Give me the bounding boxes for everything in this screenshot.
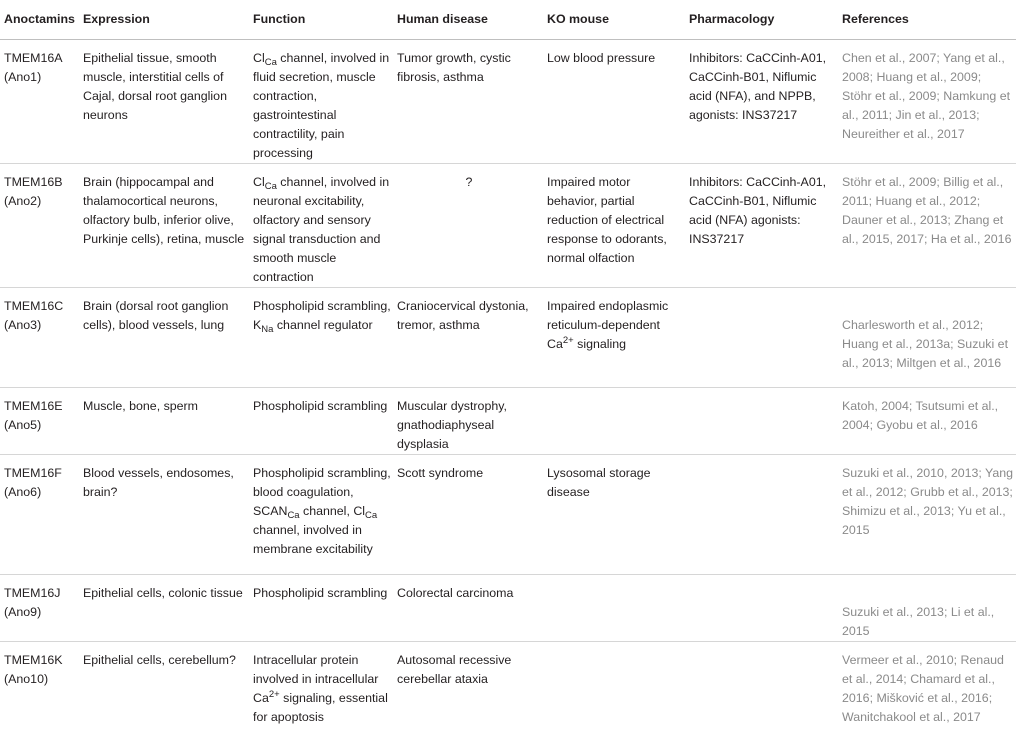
disease-cell: Craniocervical dystonia, tremor, asthma xyxy=(393,287,543,387)
pharmacology-cell xyxy=(685,454,838,574)
function-cell xyxy=(249,574,393,641)
pharmacology-cell xyxy=(685,641,838,747)
table-row xyxy=(0,387,1016,454)
ko-text: Impaired endoplasmic reticulum-dependent Ca xyxy=(547,298,669,351)
anoctamin-name: TMEM16J xyxy=(4,585,61,600)
anoctamin-alias: (Ano6) xyxy=(4,484,42,499)
disease-cell: Scott syndrome xyxy=(393,454,543,574)
ko-mouse-cell xyxy=(543,387,685,454)
expression-cell: Brain (dorsal root ganglion cells), blood vessels, lung xyxy=(79,287,249,387)
references-cell: Stöhr et al., 2009; Billig et al., 2011; Huang et al., 2012; Dauner et al., 2013; Zhang et al., 2015, 2017; Ha et al., 2016 xyxy=(838,163,1016,287)
function-text-mid: channel, Cl xyxy=(299,503,366,518)
function-cell xyxy=(249,454,393,574)
function-cell xyxy=(249,39,393,163)
table-header xyxy=(0,0,1016,39)
expression-cell: Epithelial cells, colonic tissue xyxy=(79,574,249,641)
function-cell xyxy=(249,163,393,287)
ko-mouse-cell xyxy=(543,287,685,387)
anoctamin-name: TMEM16A xyxy=(4,50,63,65)
disease-cell: Colorectal carcinoma xyxy=(393,574,543,641)
ko-text-tail: signaling xyxy=(573,336,627,351)
ko-superscript: 2+ xyxy=(562,334,574,346)
table-row xyxy=(0,641,1016,747)
function-subscript: Ca xyxy=(264,56,277,68)
function-cell xyxy=(249,641,393,747)
anoctamin-name: TMEM16E xyxy=(4,398,63,413)
anoctamin-name: TMEM16C xyxy=(4,298,64,313)
ko-mouse-cell: Low blood pressure xyxy=(543,39,685,163)
pharmacology-cell: Inhibitors: CaCCinh-A01, CaCCinh-B01, Niflumic acid (NFA), and NPPB, agonists: INS37217 xyxy=(685,39,838,163)
header-row xyxy=(0,0,1016,39)
table-row xyxy=(0,39,1016,163)
anoctamin-alias: (Ano1) xyxy=(4,69,42,84)
function-cell xyxy=(249,287,393,387)
function-cell xyxy=(249,387,393,454)
expression-cell: Brain (hippocampal and thalamocortical neurons, olfactory bulb, inferior olive, Purkinje cells), retina, muscle xyxy=(79,163,249,287)
expression-cell: Blood vessels, endosomes, brain? xyxy=(79,454,249,574)
expression-cell: Epithelial tissue, smooth muscle, interstitial cells of Cajal, dorsal root ganglion neurons xyxy=(79,39,249,163)
pharmacology-cell xyxy=(685,387,838,454)
disease-cell: ? xyxy=(393,163,543,287)
ko-mouse-cell: Lysosomal storage disease xyxy=(543,454,685,574)
anoctamin-cell xyxy=(0,39,79,163)
header-ko-mouse: KO mouse xyxy=(543,0,685,39)
function-subscript-2: Ca xyxy=(365,509,378,521)
table-row xyxy=(0,287,1016,387)
pharmacology-cell: Inhibitors: CaCCinh-A01, CaCCinh-B01, Niflumic acid (NFA) agonists: INS37217 xyxy=(685,163,838,287)
function-text: Phospholipid scrambling, blood coagulation, SCAN xyxy=(253,465,391,518)
anoctamin-alias: (Ano10) xyxy=(4,671,49,686)
header-references: References xyxy=(838,0,1016,39)
function-text: Phospholipid scrambling, K xyxy=(253,298,391,332)
function-text-tail: channel regulator xyxy=(273,317,373,332)
anoctamin-alias: (Ano2) xyxy=(4,193,42,208)
function-text: Intracellular protein involved in intracellular Ca xyxy=(253,652,379,705)
table-row xyxy=(0,574,1016,641)
function-text: Cl xyxy=(253,50,265,65)
header-human-disease: Human disease xyxy=(393,0,543,39)
anoctamin-alias: (Ano5) xyxy=(4,417,42,432)
anoctamin-alias: (Ano3) xyxy=(4,317,42,332)
function-subscript: Ca xyxy=(264,180,277,192)
table-row xyxy=(0,454,1016,574)
anoctamin-alias: (Ano9) xyxy=(4,604,42,619)
header-expression: Expression xyxy=(79,0,249,39)
function-text: Phospholipid scrambling xyxy=(253,398,388,413)
anoctamin-name: TMEM16B xyxy=(4,174,63,189)
function-text: Cl xyxy=(253,174,265,189)
anoctamin-cell xyxy=(0,641,79,747)
function-subscript: Ca xyxy=(287,509,300,521)
pharmacology-cell xyxy=(685,287,838,387)
anoctamin-cell xyxy=(0,287,79,387)
disease-cell: Tumor growth, cystic fibrosis, asthma xyxy=(393,39,543,163)
pharmacology-cell xyxy=(685,574,838,641)
ko-mouse-cell xyxy=(543,574,685,641)
anoctamin-cell xyxy=(0,574,79,641)
expression-cell: Muscle, bone, sperm xyxy=(79,387,249,454)
disease-cell: Autosomal recessive cerebellar ataxia xyxy=(397,652,512,686)
header-function: Function xyxy=(249,0,393,39)
function-superscript: 2+ xyxy=(268,688,280,700)
references-cell: Katoh, 2004; Tsutsumi et al., 2004; Gyobu et al., 2016 xyxy=(838,387,1016,454)
function-subscript: Na xyxy=(261,323,274,335)
anoctamin-cell xyxy=(0,163,79,287)
references-cell: Charlesworth et al., 2012; Huang et al., 2013a; Suzuki et al., 2013; Miltgen et al., 2016 xyxy=(838,287,1016,387)
anoctamin-cell xyxy=(0,454,79,574)
anoctamin-cell xyxy=(0,387,79,454)
references-cell: Suzuki et al., 2010, 2013; Yang et al., 2012; Grubb et al., 2013; Shimizu et al., 2013; Yu et al., 2015 xyxy=(838,454,1016,574)
ko-mouse-cell: Impaired motor behavior, partial reduction of electrical response to odorants, normal olfaction xyxy=(543,163,685,287)
function-text-tail: channel, involved in neuronal excitability, olfactory and sensory signal transduction and smooth muscle contraction xyxy=(253,174,390,284)
references-cell: Suzuki et al., 2013; Li et al., 2015 xyxy=(838,574,1016,641)
references-cell: Vermeer et al., 2010; Renaud et al., 2014; Chamard et al., 2016; Mišković et al., 2016; Wanitchakool et al., 2017 xyxy=(842,652,1004,724)
header-anoctamins: Anoctamins xyxy=(0,0,79,39)
function-text-tail: channel, involved in fluid secretion, muscle contraction, gastrointestinal contractility, pain processing xyxy=(253,50,390,160)
header-pharmacology: Pharmacology xyxy=(685,0,838,39)
ko-mouse-cell xyxy=(543,641,685,747)
function-text-tail: signaling, essential for apoptosis xyxy=(253,690,388,724)
anoctamin-name: TMEM16F xyxy=(4,465,62,480)
function-text: Phospholipid scrambling xyxy=(253,585,388,600)
references-cell: Chen et al., 2007; Yang et al., 2008; Huang et al., 2009; Stöhr et al., 2009; Namkung et al., 2011; Jin et al., 2013; Neureither et al., 2017 xyxy=(838,39,1016,163)
anoctamin-name: TMEM16K xyxy=(4,652,63,667)
expression-cell: Epithelial cells, cerebellum? xyxy=(83,652,236,667)
disease-cell: Muscular dystrophy, gnathodiaphyseal dysplasia xyxy=(393,387,543,454)
function-text-tail: channel, involved in membrane excitability xyxy=(253,522,373,556)
table-row xyxy=(0,163,1016,287)
table-body xyxy=(0,39,1016,747)
